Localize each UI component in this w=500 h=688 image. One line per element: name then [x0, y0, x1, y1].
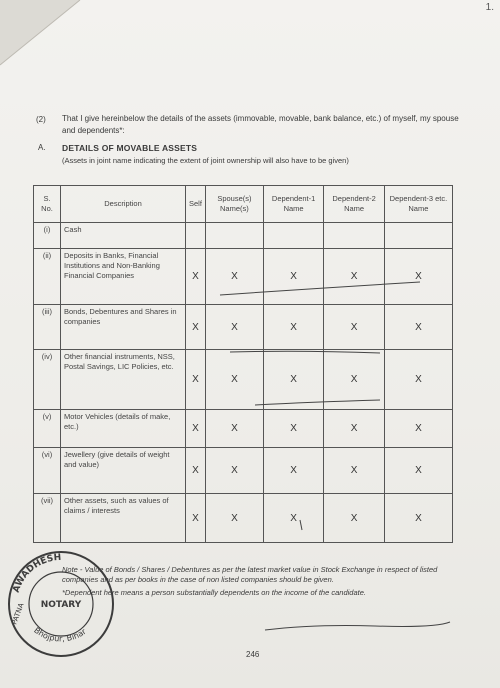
cell-self	[186, 223, 206, 249]
row-description: Other assets, such as values of claims / interests	[61, 494, 186, 543]
header-dependent-1: Dependent-1 Name	[263, 186, 323, 223]
table-header-row	[34, 186, 453, 223]
cell-spouse: X	[205, 350, 263, 410]
stamp-top-text: AWADHESH	[11, 552, 62, 595]
cell-dependent-2: X	[324, 350, 384, 410]
row-description: Bonds, Debentures and Shares in companies	[61, 305, 186, 350]
cell-dependent-2: X	[324, 305, 384, 350]
page-number: 246	[246, 650, 260, 659]
cell-dependent-3: X	[384, 448, 452, 494]
svg-text:Bhojpur, Bihar	[32, 626, 88, 644]
row-description: Cash	[61, 223, 186, 249]
note-dependent: *Dependent here means a person substantially dependents on the income of the candidate.	[62, 588, 366, 597]
section-subtitle: (Assets in joint name indicating the extent of joint ownership will also have to be given)	[62, 156, 349, 165]
cell-dependent-2: X	[324, 448, 384, 494]
cell-dependent-2	[324, 223, 384, 249]
stamp-side-text: PATNA	[10, 601, 26, 626]
table-row	[34, 448, 453, 494]
row-description: Motor Vehicles (details of make, etc.)	[61, 410, 186, 448]
table-row	[34, 410, 453, 448]
row-sn: (i)	[34, 223, 61, 249]
paragraph-text: That I give hereinbelow the details of the assets (immovable, movable, bank balance, etc.) of myself, my spouse and dependents*:	[62, 114, 459, 135]
cell-self: X	[186, 494, 206, 543]
note-valuation: Note - Value of Bonds / Shares / Debentures as per the latest market value in Stock Exchange in respect of listed companies and as per books in the case of non listed companies should be given.	[62, 565, 438, 584]
cell-dependent-3: X	[384, 410, 452, 448]
cell-dependent-1: X	[263, 410, 323, 448]
cell-dependent-2: X	[324, 410, 384, 448]
cell-self: X	[186, 448, 206, 494]
cell-spouse: X	[205, 448, 263, 494]
row-sn: (v)	[34, 410, 61, 448]
header-dependent-2: Dependent-2 Name	[324, 186, 384, 223]
section-letter: A.	[38, 143, 46, 152]
cell-dependent-1: X	[263, 448, 323, 494]
cell-dependent-1	[263, 223, 323, 249]
cell-dependent-3: X	[384, 350, 452, 410]
row-description: Jewellery (give details of weight and value)	[61, 448, 186, 494]
row-sn: (ii)	[34, 249, 61, 305]
cell-self: X	[186, 305, 206, 350]
corner-page-number: 1.	[485, 2, 494, 13]
stamp-middle-text: NOTARY	[40, 600, 82, 610]
header-self: Self	[186, 186, 206, 223]
cell-spouse: X	[205, 305, 263, 350]
cell-spouse: X	[205, 249, 263, 305]
row-description: Other financial instruments, NSS, Postal Savings, LIC Policies, etc.	[61, 350, 186, 410]
notes-block	[62, 565, 472, 598]
cell-spouse: X	[205, 494, 263, 543]
row-sn: (vii)	[34, 494, 61, 543]
stamp-bottom-text: Bhojpur, Bihar	[32, 625, 88, 644]
cell-dependent-1: X	[263, 494, 323, 543]
header-dependent-3: Dependent-3 etc. Name	[384, 186, 452, 223]
cell-dependent-1: X	[263, 350, 323, 410]
table-row	[34, 350, 453, 410]
row-sn: (iv)	[34, 350, 61, 410]
table-row	[34, 305, 453, 350]
header-sn: S. No.	[34, 186, 61, 223]
row-sn: (iii)	[34, 305, 61, 350]
cell-self: X	[186, 350, 206, 410]
paragraph-number: (2)	[36, 115, 46, 124]
cell-dependent-3: X	[384, 249, 452, 305]
header-spouse: Spouse(s) Name(s)	[205, 186, 263, 223]
cell-dependent-3	[384, 223, 452, 249]
cell-dependent-1: X	[263, 249, 323, 305]
section-title: DETAILS OF MOVABLE ASSETS	[62, 143, 198, 153]
header-description: Description	[61, 186, 186, 223]
table-row	[34, 249, 453, 305]
cell-spouse	[205, 223, 263, 249]
cell-dependent-2: X	[324, 249, 384, 305]
cell-dependent-3: X	[384, 305, 452, 350]
movable-assets-table	[33, 185, 453, 543]
cell-spouse: X	[205, 410, 263, 448]
page-fold-mark	[0, 0, 90, 70]
table-row	[34, 494, 453, 543]
cell-dependent-1: X	[263, 305, 323, 350]
notary-stamp	[2, 545, 120, 663]
row-sn: (vi)	[34, 448, 61, 494]
table-row	[34, 223, 453, 249]
cell-dependent-3: X	[384, 494, 452, 543]
row-description: Deposits in Banks, Financial Institutions and Non-Banking Financial Companies	[61, 249, 186, 305]
cell-self: X	[186, 410, 206, 448]
cell-self: X	[186, 249, 206, 305]
signature-mark	[255, 612, 455, 642]
cell-dependent-2: X	[324, 494, 384, 543]
